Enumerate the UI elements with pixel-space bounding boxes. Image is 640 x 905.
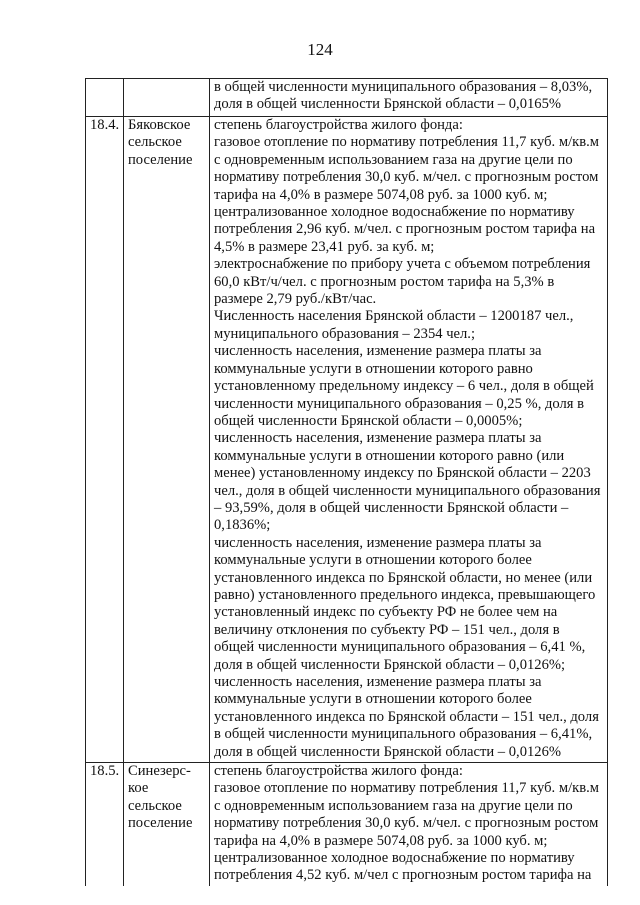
text-line: установленного индекса по Брянской области, но менее (или: [214, 569, 593, 586]
table-row-18-4: [86, 117, 608, 763]
text-line: с одновременным использованием газа на другие цели по: [214, 151, 573, 168]
text-line: общей численности Брянской области – 0,0005%;: [214, 412, 523, 429]
text-line: сельское: [128, 134, 182, 151]
text-line: коммунальные услуги в отношении которого равно (или: [214, 447, 565, 464]
text-line: тарифа на 4,0% в размере 5074,08 руб. за 1000 куб. м;: [214, 832, 548, 849]
text-line: доля в общей численности Брянской области – 0,0126%: [214, 743, 562, 760]
text-line: Бяковское: [128, 117, 191, 133]
text-line: – 93,59%, доля в общей численности Брянской области –: [214, 499, 569, 516]
text-line: тарифа на 4,0% в размере 5074,08 руб. за 1000 куб. м;: [214, 186, 548, 203]
text-line: 60,0 кВт/ч/чел. с прогнозным ростом тарифа на 5,3% в: [214, 273, 555, 290]
row-description: [210, 117, 608, 763]
text-line: потребления 2,96 куб. м/чел. с прогнозным ростом тарифа на: [214, 221, 596, 238]
table-row-continuation: [86, 79, 608, 117]
text-line: менее) установленному индексу по Брянской области – 2203: [214, 465, 591, 482]
text-line: газовое отопление по нормативу потребления 11,7 куб. м/кв.м: [214, 134, 599, 151]
text-line: коммунальные услуги в отношении которого более: [214, 691, 532, 708]
settlement-name: [124, 117, 210, 763]
text-line: с одновременным использованием газа на другие цели по: [214, 797, 573, 814]
text-line: кое: [128, 780, 149, 797]
text-line: поселение: [128, 815, 193, 832]
text-line: потребления 4,52 куб. м/чел с прогнозным ростом тарифа на: [214, 867, 592, 884]
text-line: размере 2,79 руб./кВт/час.: [214, 291, 377, 308]
text-line: в общей численности муниципального образования – 8,03%,: [214, 79, 593, 95]
text-line: установленный индекс по субъекту РФ не более чем на: [214, 604, 558, 621]
settlements-table: [85, 78, 608, 886]
text-line: установленному предельному индексу – 6 чел., доля в общей: [214, 378, 594, 395]
row-description: [210, 79, 608, 117]
settlement-name: [124, 763, 210, 886]
text-line: нормативу потребления 30,0 куб. м/чел. с прогнозным ростом: [214, 815, 599, 832]
text-line: коммунальные услуги в отношении которого более: [214, 552, 532, 569]
text-line: доля в общей численности Брянской области – 0,0165%: [214, 96, 562, 113]
text-line: степень благоустройства жилого фонда:: [214, 763, 463, 780]
text-line: в общей численности муниципального образования – 6,41%,: [214, 726, 593, 743]
row-number: [86, 79, 124, 117]
text-line: муниципального образования – 2354 чел.;: [214, 325, 476, 342]
text-line: степень благоустройства жилого фонда:: [214, 117, 463, 133]
text-line: газовое отопление по нормативу потребления 11,7 куб. м/кв.м: [214, 780, 599, 797]
text-line: сельское: [128, 797, 182, 814]
text-line: 4,5% в размере 23,41 руб. за куб. м;: [214, 238, 435, 255]
text-line: чел., доля в общей численности муниципального образования: [214, 482, 601, 499]
row-number: 18.4.: [86, 117, 124, 763]
text-line: электроснабжение по прибору учета с объемом потребления: [214, 256, 591, 273]
text-line: централизованное холодное водоснабжение по нормативу: [214, 850, 575, 867]
text-line: Численность населения Брянской области – 1200187 чел.,: [214, 308, 574, 325]
text-line: коммунальные услуги в отношении которого равно: [214, 360, 533, 377]
page-number: 124: [307, 40, 333, 59]
text-line: общей численности муниципального образования – 6,41 %,: [214, 639, 586, 656]
text-line: численности муниципального образования – 0,25 %, доля в: [214, 395, 585, 412]
text-line: установленного индекса по Брянской области – 151 чел., доля: [214, 708, 599, 725]
text-line: численность населения, изменение размера платы за: [214, 534, 542, 551]
text-line: равно) установленного предельного индекса, превышающего: [214, 586, 596, 603]
text-line: доля в общей численности Брянской области – 0,0126%;: [214, 656, 566, 673]
text-line: величину отклонения по субъекту РФ – 151 чел., доля в: [214, 621, 560, 638]
text-line: численность населения, изменение размера платы за: [214, 343, 542, 360]
text-line: Синезерс-: [128, 763, 191, 780]
text-line: 0,1836%;: [214, 517, 271, 534]
text-line: численность населения, изменение размера платы за: [214, 430, 542, 447]
text-line: численность населения, изменение размера платы за: [214, 674, 542, 690]
text-line: поселение: [128, 151, 193, 168]
text-line: централизованное холодное водоснабжение по нормативу: [214, 204, 575, 221]
table-row-18-5: [86, 763, 608, 886]
text-line: нормативу потребления 30,0 куб. м/чел. с прогнозным ростом: [214, 169, 599, 186]
row-description: [210, 763, 608, 886]
row-number: 18.5.: [86, 763, 124, 886]
settlement-name: [124, 79, 210, 117]
